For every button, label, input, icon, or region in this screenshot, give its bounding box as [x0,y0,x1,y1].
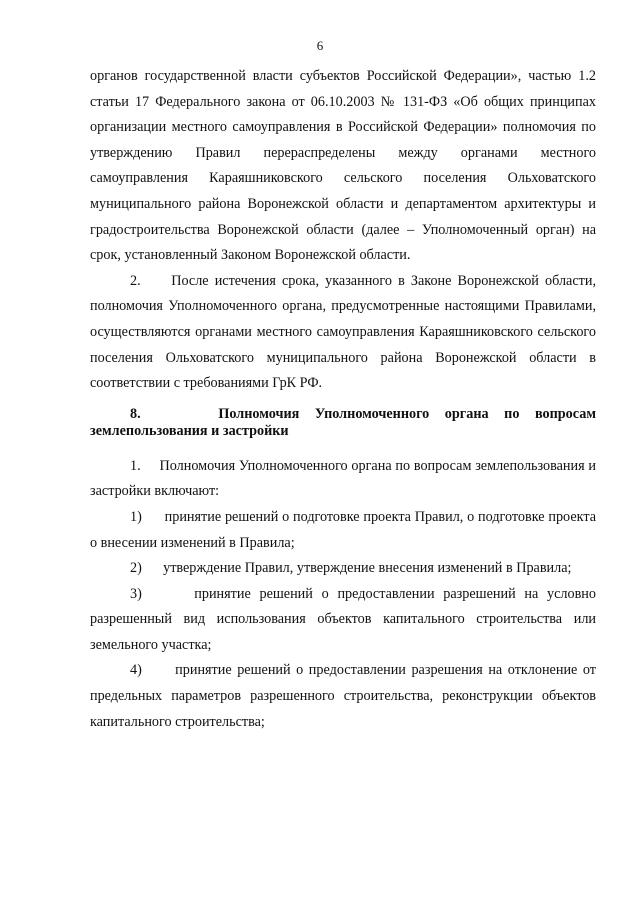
page-number: 6 [316,38,324,53]
list-item-4: 4) принятие решений о предоставлении разрешения на отклонение от предельных параметров разрешенного строительства, реконструкции объектов капитального строительства; [90,662,596,730]
list-item-2: 2) утверждение Правил, утверждение внесения изменений в Правила; [130,560,572,577]
document-body [90,64,596,735]
paragraph-powers-intro: 1. Полномочия Уполномоченного органа по вопросам землепользования и застройки включают: [90,457,596,500]
paragraph-2: 2. После истечения срока, указанного в Законе Воронежской области, полномочия Уполномоченного органа, предусмотренные настоящими Правилами, осуществляются органами местного самоуправления Караяшниковского сельского поселения Ольховатского муниципального района Воронежской области в соответствии с требованиями ГрК РФ. [90,272,596,392]
section-heading-8: 8. Полномочия Уполномоченного органа по вопросам землепользования и застройки [90,405,596,439]
list-item-3: 3) принятие решений о предоставлении разрешений на условно разрешенный вид использования объектов капитального строительства или земельного участка; [90,585,596,653]
list-item-1: 1) принятие решений о подготовке проекта Правил, о подготовке проекта о внесении изменений в Правила; [90,508,596,551]
paragraph-continuation: органов государственной власти субъектов Российской Федерации», частью 1.2 статьи 17 Федерального закона от 06.10.2003 № 131-ФЗ «Об общих принципах организации местного самоуправления в Российской Федерации» полномочия по утверждению Правил перераспределены между органами местного самоуправления Караяшниковского сельского поселения Ольховатского муниципального района Воронежской области и департаментом архитектуры и градостроительства Воронежской области (далее – Уполномоченный орган) на срок, установленный Законом Воронежской области. [90,68,596,264]
